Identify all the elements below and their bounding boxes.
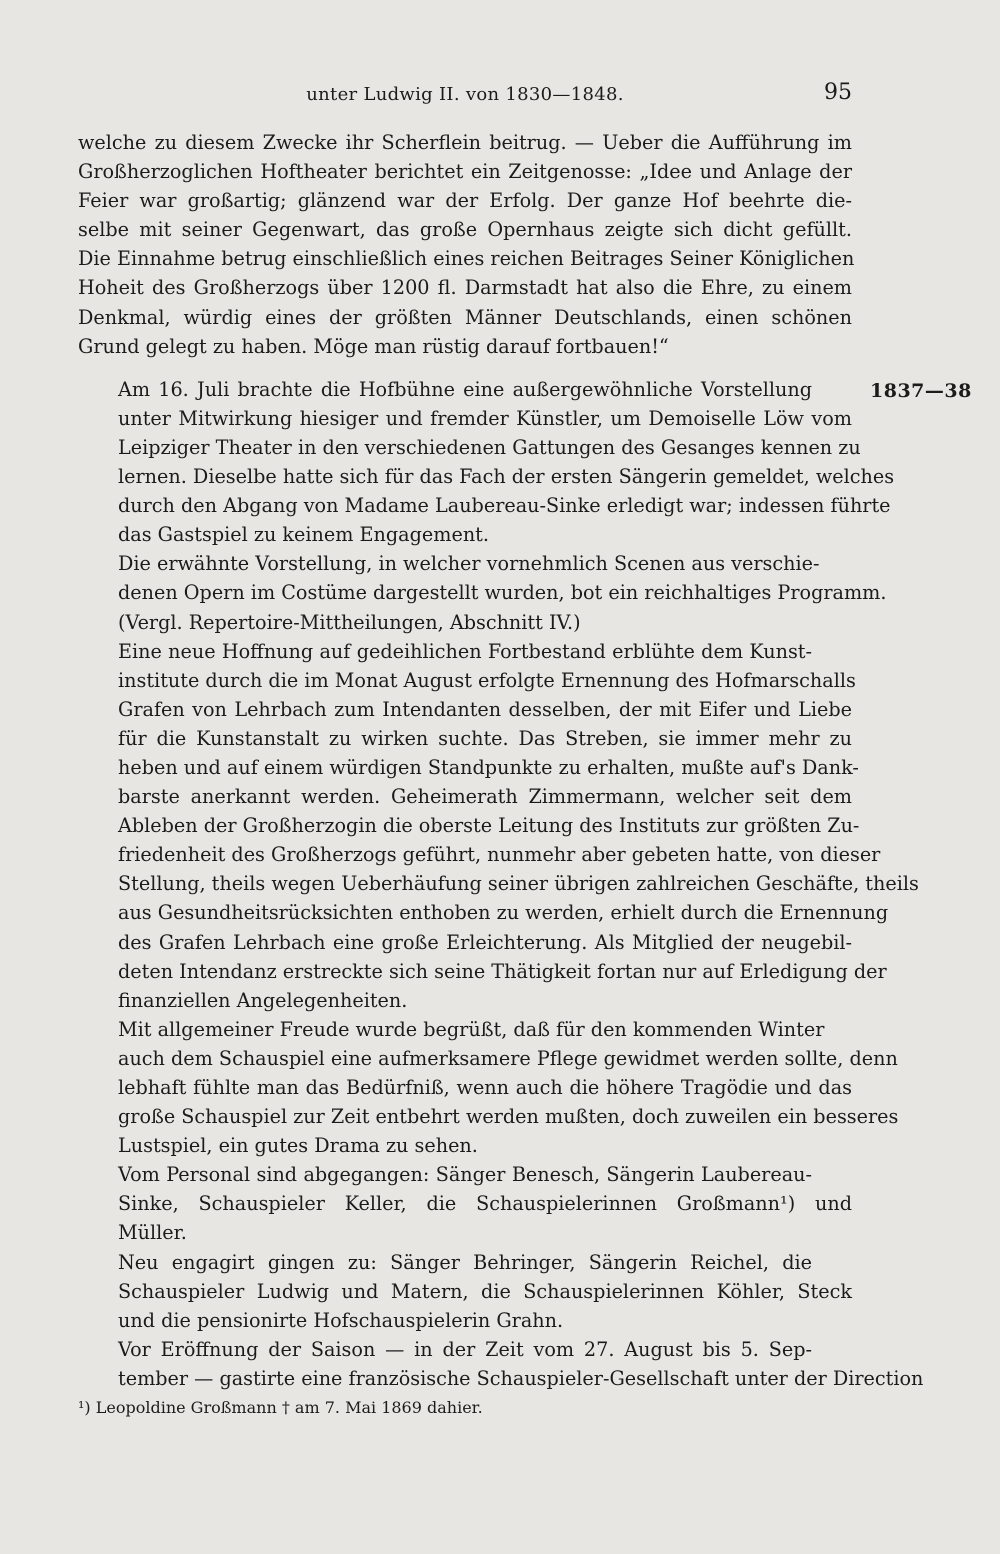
text-line: aus Gesundheitsrücksichten enthoben zu werden, erhielt durch die Ernennung (118, 901, 889, 925)
text-line: selbe mit seiner Gegenwart, das große Opernhaus zeigte sich dicht gefüllt. (78, 218, 852, 242)
text-line: tember — gastirte eine französische Schauspieler-Gesellschaft unter der Direction (118, 1366, 924, 1390)
paragraph (78, 549, 887, 636)
text-line: Sinke, Schauspieler Keller, die Schauspielerinnen Großmann¹) und (118, 1192, 852, 1216)
text-line: Ableben der Großherzogin die oberste Leitung des Instituts zur größten Zu- (118, 814, 860, 838)
text-line: Großherzoglichen Hoftheater berichtet ein Zeitgenosse: „Idee und Anlage der (78, 160, 852, 184)
text-line: des Grafen Lehrbach eine große Erleichterung. Als Mitglied der neugebil- (118, 930, 852, 954)
running-head-title: unter Ludwig II. von 1830—1848. (306, 84, 624, 105)
text-line: Lustspiel, ein gutes Drama zu sehen. (118, 1134, 478, 1158)
paragraph (78, 1248, 852, 1335)
text-line: denen Opern im Costüme dargestellt wurden, bot ein reichhaltiges Programm. (118, 581, 887, 605)
text-line: deten Intendanz erstreckte sich seine Thätigkeit fortan nur auf Erledigung der (118, 959, 887, 983)
text-line: Die Einnahme betrug einschließlich eines reichen Beitrages Seiner Königlichen (78, 247, 855, 271)
text-line: und die pensionirte Hofschauspielerin Grahn. (118, 1308, 564, 1332)
text-line: durch den Abgang von Madame Laubereau-Sinke erledigt war; indessen führte (118, 494, 891, 518)
text-line: Denkmal, würdig eines der größten Männer Deutschlands, einen schönen (78, 305, 852, 329)
text-line: finanziellen Angelegenheiten. (118, 988, 408, 1012)
text-line: institute durch die im Monat August erfolgte Ernennung des Hofmarschalls (118, 668, 856, 692)
text-line: auch dem Schauspiel eine aufmerksamere Pflege gewidmet werden sollte, denn (118, 1046, 898, 1070)
text-line: barste anerkannt werden. Geheimerath Zimmermann, welcher seit dem (118, 785, 852, 809)
text-line: Hoheit des Großherzogs über 1200 fl. Darmstadt hat also die Ehre, zu einem (78, 276, 852, 300)
text-line: Stellung, theils wegen Ueberhäufung seiner übrigen zahlreichen Geschäfte, theils (118, 872, 919, 896)
paragraph (78, 637, 919, 1015)
running-head (78, 80, 852, 110)
footnote: ¹) Leopoldine Großmann † am 7. Mai 1869 dahier. (78, 1398, 483, 1417)
text-line: Vom Personal sind abgegangen: Sänger Benesch, Sängerin Laubereau- (118, 1163, 812, 1187)
text-line: Vor Eröffnung der Saison — in der Zeit vom 27. August bis 5. Sep- (118, 1337, 812, 1361)
paragraph (78, 1015, 899, 1160)
text-line: Grafen von Lehrbach zum Intendanten desselben, der mit Eifer und Liebe (118, 697, 852, 721)
text-line: friedenheit des Großherzogs geführt, nunmehr aber gebeten hatte, von dieser (118, 843, 881, 867)
text-line: Grund gelegt zu haben. Möge man rüstig darauf fortbauen!“ (78, 334, 669, 358)
text-line: Eine neue Hoffnung auf gedeihlichen Fortbestand erblühte dem Kunst- (118, 639, 812, 663)
text-line: für die Kunstanstalt zu wirken suchte. Das Streben, sie immer mehr zu (118, 726, 852, 750)
text-line: Feier war großartig; glänzend war der Erfolg. Der ganze Hof beehrte die- (78, 189, 852, 213)
text-line: Mit allgemeiner Freude wurde begrüßt, daß für den kommenden Winter (118, 1017, 825, 1041)
text-line: Schauspieler Ludwig und Matern, die Schauspielerinnen Köhler, Steck (118, 1279, 852, 1303)
text-line: lernen. Dieselbe hatte sich für das Fach der ersten Sängerin gemeldet, welches (118, 465, 895, 489)
paragraph (78, 128, 855, 361)
text-line: welche zu diesem Zwecke ihr Scherflein beitrug. — Ueber die Aufführung im (78, 131, 852, 154)
text-line: Am 16. Juli brachte die Hofbühne eine außergewöhnliche Vorstellung (118, 377, 812, 401)
text-line: Die erwähnte Vorstellung, in welcher vornehmlich Scenen aus verschie- (118, 552, 820, 576)
text-line: Neu engagirt gingen zu: Sänger Behringer, Sängerin Reichel, die (118, 1250, 812, 1274)
text-line: (Vergl. Repertoire-Mittheilungen, Abschnitt IV.) (118, 610, 581, 634)
paragraph (78, 1335, 924, 1393)
text-line: unter Mitwirkung hiesiger und fremder Künstler, um Demoiselle Löw vom (118, 406, 852, 430)
paragraph (78, 1160, 852, 1247)
text-line: heben und auf einem würdigen Standpunkte zu erhalten, mußte auf's Dank- (118, 755, 859, 779)
text-line: das Gastspiel zu keinem Engagement. (118, 523, 489, 547)
text-line: Müller. (118, 1221, 187, 1245)
text-line: große Schauspiel zur Zeit entbehrt werden mußten, doch zuweilen ein besseres (118, 1105, 899, 1129)
text-line: lebhaft fühlte man das Bedürfniß, wenn auch die höhere Tragödie und das (118, 1076, 852, 1099)
text-line: Leipziger Theater in den verschiedenen Gattungen des Gesanges kennen zu (118, 435, 861, 459)
page-number: 95 (824, 80, 852, 105)
margin-year-note: 1837—38 (870, 380, 972, 402)
paragraph (78, 375, 895, 550)
